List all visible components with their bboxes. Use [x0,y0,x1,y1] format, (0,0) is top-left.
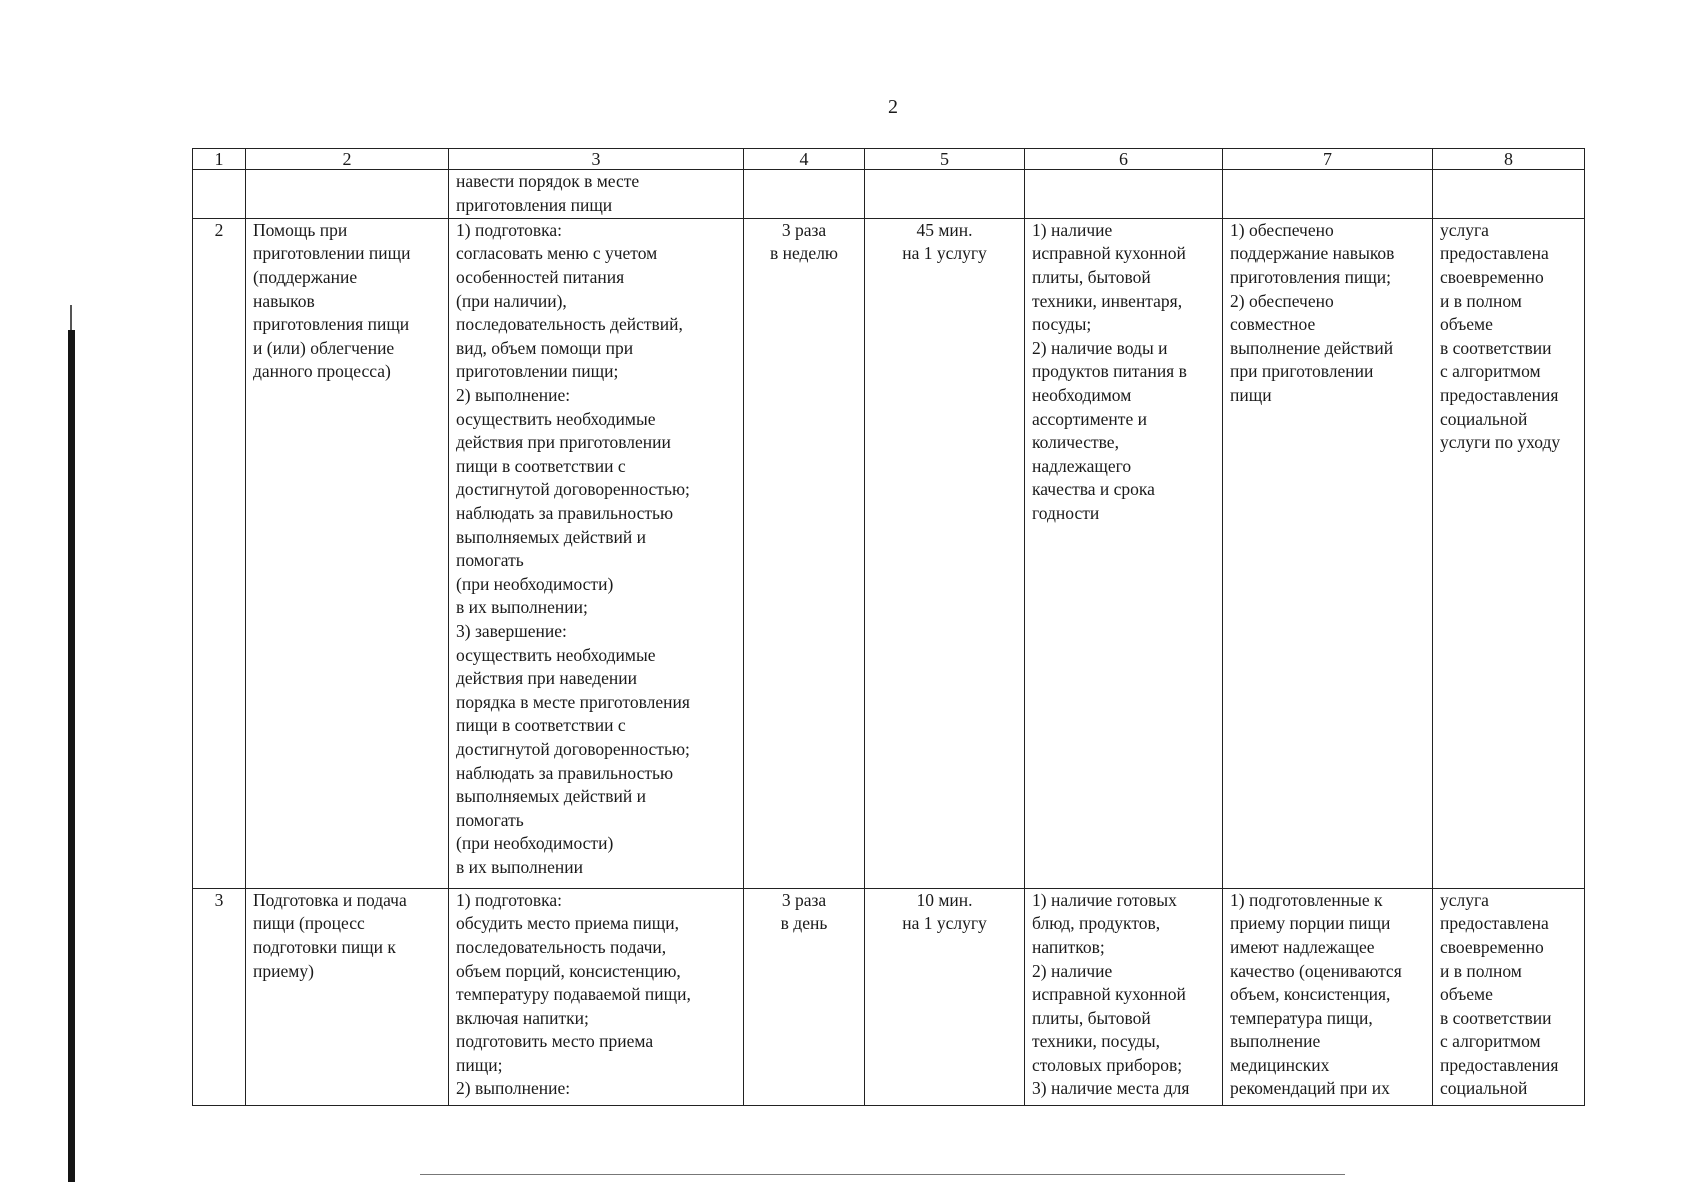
result-cell [1223,888,1433,1105]
column-header-8: 8 [1433,149,1585,170]
continuation-description: навести порядок в месте приготовления пищи [456,171,640,215]
row-number-cell [193,888,246,1105]
service-duration: 10 мин. на 1 услугу [902,889,987,934]
column-header-6: 6 [1025,149,1223,170]
service-conditions: 1) наличие исправной кухонной плиты, бытовой техники, инвентаря, посуды; 2) наличие воды и продуктов питания в необходимом ассортименте и количестве, надлежащего качества и срока годности [1032,219,1187,523]
service-result: 1) подготовленные к приему порции пищи имеют надлежащее качество (оцениваются объем, консистенция, температура пищи, выполнение медицинских рекомендаций при их [1230,889,1402,1099]
service-name: Подготовка и подача пищи (процесс подготовки пищи к приему) [253,889,407,981]
evaluation-cell [1433,888,1585,1105]
evaluation-cell [1433,218,1585,888]
page-number: 2 [888,96,898,118]
service-evaluation: услуга предоставлена своевременно и в полном объеме в соответствии с алгоритмом предоставления социальной [1440,889,1559,1099]
service-frequency: 3 раза в неделю [769,219,839,264]
scan-bottom-line [420,1174,1345,1175]
service-description: 1) подготовка: обсудить место приема пищи, последовательность подачи, объем порций, консистенцию, температуру подаваемой пищи, включая напитки; подготовить место приема пищи; 2) выполнение: [456,889,691,1099]
row-number: 2 [214,219,224,240]
service-conditions: 1) наличие готовых блюд, продуктов, напитков; 2) наличие исправной кухонной плиты, бытовой техники, посуды, столовых приборов; 3) наличие места для [1032,889,1190,1099]
continuation-row [193,170,1585,219]
column-header-4: 4 [744,149,865,170]
duration-cell [865,218,1025,888]
service-description-cell [449,218,744,888]
continuation-cell-1 [193,170,246,219]
table-row [193,888,1585,1105]
duration-cell [865,888,1025,1105]
column-header-2: 2 [246,149,449,170]
continuation-cell-7 [1223,170,1433,219]
row-number-cell [193,218,246,888]
service-description: 1) подготовка: согласовать меню с учетом особенностей питания (при наличии), последовательность действий, вид, объем помощи при приготовлении пищи; 2) выполнение: осуществить необходимые действия при приготовлении пищи в соответствии с достигнутой договоренностью; наблюдать за правильностью выполняемых действий и помогать (при необходимости) в их выполнении; 3) завершение: осуществить необходимые действия при наведении порядка в месте приготовления пищи в соответствии с достигнутой договоренностью; наблюдать за правильностью выполняемых действий и помогать (при необходимости) в их выполнении [456,219,690,877]
service-evaluation: услуга предоставлена своевременно и в полном объеме в соответствии с алгоритмом предоставления социальной услуги по уходу [1440,219,1561,453]
services-table [192,148,1585,1106]
frequency-cell [744,888,865,1105]
continuation-cell-3 [449,170,744,219]
continuation-cell-2 [246,170,449,219]
service-frequency: 3 раза в день [780,889,828,934]
row-number: 3 [214,889,224,910]
table-row [193,218,1585,888]
column-header-7: 7 [1223,149,1433,170]
service-description-cell [449,888,744,1105]
conditions-cell [1025,218,1223,888]
service-result: 1) обеспечено поддержание навыков приготовления пищи; 2) обеспечено совместное выполнение действий при приготовлении пищи [1230,219,1395,406]
continuation-cell-6 [1025,170,1223,219]
service-name-cell [246,218,449,888]
continuation-cell-5 [865,170,1025,219]
column-header-1: 1 [193,149,246,170]
frequency-cell [744,218,865,888]
service-name-cell [246,888,449,1105]
scan-binding-edge [68,330,75,1182]
conditions-cell [1025,888,1223,1105]
column-header-5: 5 [865,149,1025,170]
column-header-3: 3 [449,149,744,170]
continuation-cell-8 [1433,170,1585,219]
column-number-row [193,149,1585,170]
service-duration: 45 мин. на 1 услугу [902,219,987,264]
service-name: Помощь при приготовлении пищи (поддержание навыков приготовления пищи и (или) облегчение данного процесса) [253,219,411,382]
result-cell [1223,218,1433,888]
continuation-cell-4 [744,170,865,219]
